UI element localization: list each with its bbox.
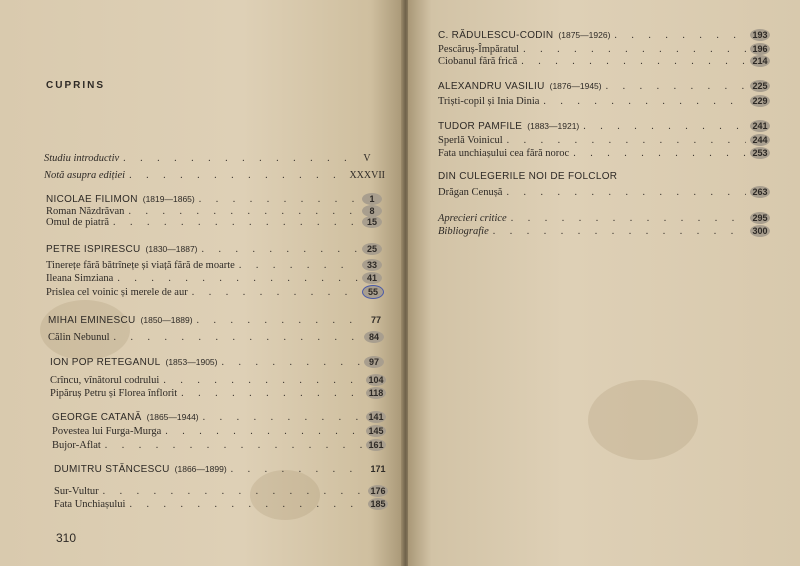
author-years: (1883—1921) [527,121,580,131]
toc-entry-label: Prislea cel voinic și merele de aur [46,287,188,298]
toc-author-catana [52,411,386,424]
dot-leader [614,30,746,42]
toc-entry-page: 1 [362,193,382,205]
toc-entry-label: Tinerețe fără bătrînețe și viață fără de moarte [46,260,235,271]
dot-leader [129,499,364,511]
author-years: (1865—1944) [146,412,199,422]
toc-entry-label: Notă asupra ediției [44,170,126,181]
toc-section-name: DIN CULEGERILE NOI DE FOLCLOR [438,171,618,182]
toc-author-radulescu [438,29,770,42]
toc-author-name: C. RĂDULESCU-CODIN (1875—1926) [438,30,611,41]
dot-leader [202,244,358,256]
toc-author-name: GEORGE CATANĂ (1865—1944) [52,412,199,423]
dot-leader [221,357,360,369]
toc-entry-page: 104 [366,374,386,386]
dot-leader [114,332,360,344]
toc-entry-page: 241 [750,120,770,132]
toc-author-name: PETRE ISPIRESCU (1830—1887) [46,244,198,255]
toc-entry-label: Fata unchiașului cea fără noroc [438,148,570,159]
toc-entry-page: 193 [750,29,770,41]
toc-entry-label: Studiu introductiv [44,153,120,164]
toc-entry-nota [44,170,385,182]
toc-author-pamfile [438,120,770,133]
toc-entry-page: 300 [750,225,770,237]
toc-entry [46,272,382,285]
toc-entry-page: 15 [362,216,382,228]
toc-entry-label: Ileana Simziana [46,273,114,284]
dot-leader [511,213,746,225]
toc-entry-label: Sperlă Voinicul [438,135,503,146]
toc-entry-page: 41 [362,272,382,284]
toc-entry-label: Roman Năzdrăvan [46,206,125,217]
toc-entry-page: 295 [750,212,770,224]
toc-entry-page: 253 [750,147,770,159]
dot-leader [583,121,746,133]
toc-author-name: ALEXANDRU VASILIU (1876—1945) [438,81,602,92]
toc-entry-page: 185 [368,498,388,510]
toc-entry-label: Crîncu, vînătorul codrului [50,375,160,386]
dot-leader [103,486,364,498]
toc-author-name: MIHAI EMINESCU (1850—1889) [48,315,193,326]
toc-entry [54,498,388,511]
toc-entry-page: 118 [366,387,386,399]
dot-leader [129,170,345,182]
toc-entry-label: Bibliografie [438,226,489,237]
contents-heading: CUPRINS [46,80,106,91]
toc-entry [46,216,382,229]
toc-author-reteganul [50,356,384,369]
toc-entry-page: 55 [362,285,384,299]
toc-author-name: NICOLAE FILIMON (1819—1865) [46,194,195,205]
toc-author-name: TUDOR PAMFILE (1883—1921) [438,121,580,132]
toc-entry-page: V [363,153,371,164]
dot-leader [239,260,358,272]
toc-entry-studiu [44,153,375,165]
toc-entry-page: 145 [366,425,386,437]
toc-entry-label: Ciobanul fără frică [438,56,518,67]
dot-leader [197,315,364,327]
toc-entry-label: Călin Nebunul [48,332,110,343]
dot-leader [123,153,355,165]
toc-entry [48,331,384,344]
dot-leader [105,440,362,452]
dot-leader [203,412,362,424]
author-years: (1850—1889) [140,315,193,325]
toc-entry-page: 33 [362,259,382,271]
author-years: (1875—1926) [558,30,611,40]
dot-leader [543,96,746,108]
toc-entry [438,95,770,108]
toc-entry-label: Omul de piatră [46,217,109,228]
toc-entry [50,374,386,387]
toc-entry [46,285,384,299]
dot-leader [117,273,358,285]
toc-entry-page: 171 [370,464,386,474]
toc-entry-page: 196 [750,43,770,55]
toc-entry [438,55,770,68]
toc-entry-bibliografie [438,225,770,238]
dot-leader [163,375,362,387]
toc-author-vasiliu [438,80,770,93]
dot-leader [231,464,366,476]
toc-entry-page: XXXVII [349,170,385,181]
toc-entry-page: 8 [362,205,382,217]
toc-entry-label: Pipăruș Petru și Florea înflorit [50,388,178,399]
toc-entry-label: Povestea lui Furga-Murga [52,426,162,437]
dot-leader [606,81,746,93]
author-years: (1819—1865) [142,194,195,204]
toc-entry [438,186,770,199]
toc-author-stancescu [54,463,386,476]
toc-entry-page: 77 [370,315,381,325]
dot-leader [165,426,362,438]
toc-entry-label: Pescăruș-Împăratul [438,44,520,55]
author-years: (1866—1899) [174,464,227,474]
toc-entry-page: 141 [366,411,386,423]
toc-entry-label: Bujor-Aflat [52,440,101,451]
dot-leader [113,217,358,229]
toc-author-eminescu [48,314,384,327]
dot-leader [493,226,746,238]
toc-author-name: ION POP RETEGANUL (1853—1905) [50,357,218,368]
toc-entry [46,259,382,272]
right-page [408,0,800,566]
toc-entry [54,485,388,498]
toc-entry-label: Drăgan Cenușă [438,187,503,198]
toc-author-name: DUMITRU STĂNCESCU (1866—1899) [54,464,227,475]
toc-entry-page: 176 [368,485,388,497]
dot-leader [192,287,358,299]
toc-entry-label: Fata Unchiașului [54,499,126,510]
toc-section-folclor [438,171,770,183]
toc-entry-label: Sur-Vultur [54,486,99,497]
toc-entry [438,147,770,160]
toc-entry-label: Triști-copil și Inia Dinia [438,96,540,107]
page-number: 310 [56,531,77,545]
toc-entry [52,425,386,438]
dot-leader [573,148,746,160]
toc-entry [52,439,386,452]
toc-entry-page: 161 [366,439,386,451]
author-years: (1876—1945) [549,81,602,91]
toc-entry-page: 225 [750,80,770,92]
toc-entry-page: 84 [364,331,384,343]
toc-entry-page: 25 [362,243,382,255]
toc-entry-page: 229 [750,95,770,107]
toc-entry-label: Aprecieri critice [438,213,507,224]
toc-entry [50,387,386,400]
toc-entry-aprecieri [438,212,770,225]
toc-entry [438,134,770,147]
toc-entry-page: 244 [750,134,770,146]
author-years: (1830—1887) [145,244,198,254]
author-years: (1853—1905) [165,357,218,367]
dot-leader [181,388,362,400]
toc-entry-page: 263 [750,186,770,198]
dot-leader [521,56,746,68]
toc-entry-page: 214 [750,55,770,67]
toc-entry-page: 97 [364,356,384,368]
toc-author-ispirescu [46,243,382,256]
dot-leader [506,187,746,199]
dot-leader [507,135,746,147]
